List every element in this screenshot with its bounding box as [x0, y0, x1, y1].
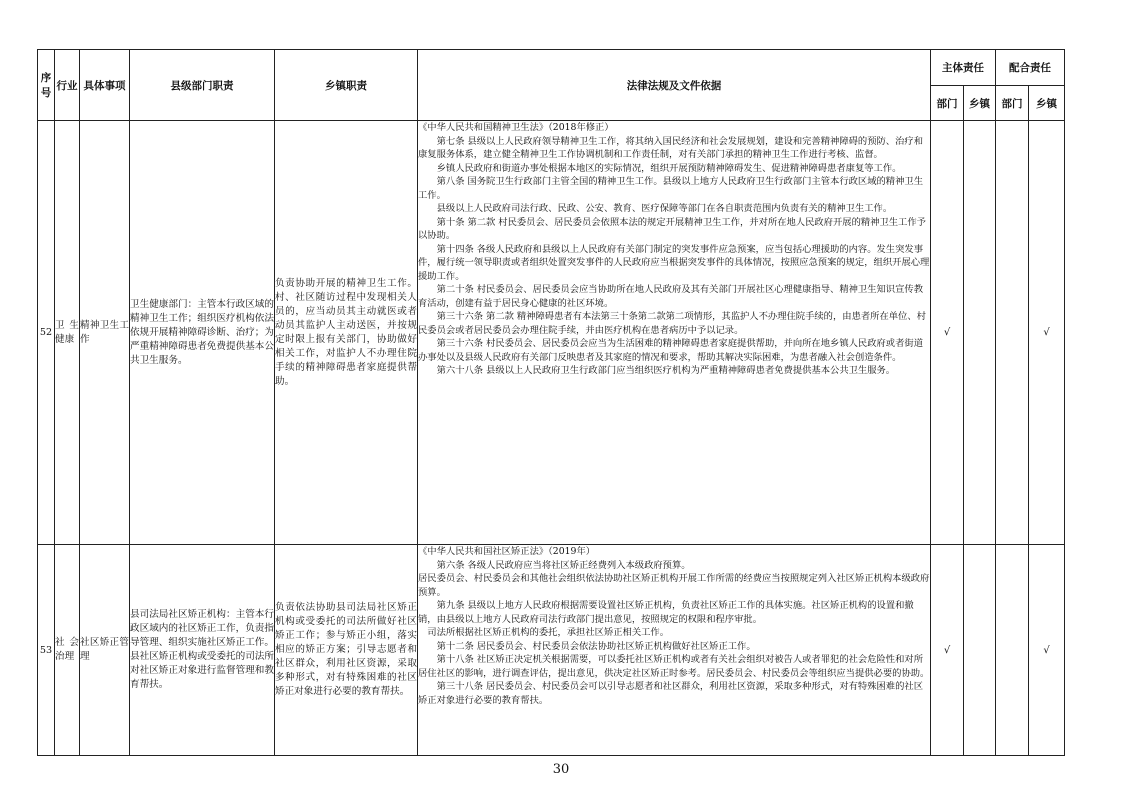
law-paragraph: 第九条 县级以上地方人民政府根据需要设置社区矫正机构，负责社区矫正工作的具体实施。社区矫正机构的设置和撤销，由县级以上地方人民政府司法行政部门提出意见，按照规定的权限和程序审批。 [418, 600, 914, 625]
header-item: 具体事项 [80, 50, 130, 121]
law-paragraph: 第十条 第二款 村民委员会、居民委员会依照本法的规定开展精神卫生工作，并对所在地人民政府开展的精神卫生工作予以协助。 [418, 216, 926, 241]
check-mark: √ [1029, 545, 1065, 756]
law-paragraph: 居民委员会、村民委员会和其他社会组织依法协助社区矫正机构开展工作所需的经费应当按照规定列入社区矫正机构本级政府预算。 [418, 573, 930, 598]
row-county-duty: 卫生健康部门：主管本行政区域的精神卫生工作；组织医疗机构依法依规开展精神障碍诊断、治疗；为严重精神障碍患者免费提供基本公共卫生服务。 [130, 121, 275, 545]
header-main-resp: 主体责任 [931, 50, 996, 86]
check-mark [964, 121, 996, 545]
row-town-duty: 负责协助开展的精神卫生工作。村、社区随访过程中发现相关人员的，应当动员其主动就医或者动员其监护人主动送医，并按规定时限上报有关部门，协助做好相关工作，对监护人不办理住院手续的精神障碍患者家庭提供帮助。 [275, 121, 418, 545]
row-seq: 52 [38, 121, 55, 545]
law-paragraph: 第七条 县级以上人民政府领导精神卫生工作，将其纳入国民经济和社会发展规划，建设和完善精神障碍的预防、治疗和康复服务体系，建立健全精神卫生工作协调机制和工作责任制，对有关部门承担的精神卫生工作进行考核、监督。 [418, 135, 923, 160]
header-coop-dept: 部门 [996, 86, 1029, 121]
law-paragraph: 第八条 国务院卫生行政部门主管全国的精神卫生工作。县级以上地方人民政府卫生行政部门主管本行政区域的精神卫生工作。 [418, 176, 923, 201]
check-mark [996, 545, 1029, 756]
law-paragraph: 第三十六条 村民委员会、居民委员会应当为生活困难的精神障碍患者家庭提供帮助，并向所在地乡镇人民政府或者街道办事处以及县级人民政府有关部门反映患者及其家庭的情况和要求，帮助其解决实际困难，为患者融入社会创造条件。 [418, 338, 923, 363]
check-mark: √ [1029, 121, 1065, 545]
responsibility-table [37, 49, 1065, 756]
law-title: 《中华人民共和国社区矫正法》（2019年） [418, 546, 596, 557]
check-mark: √ [931, 545, 964, 756]
header-county-duty: 县级部门职责 [130, 50, 275, 121]
check-mark [964, 545, 996, 756]
row-law [418, 545, 931, 756]
check-mark [996, 121, 1029, 545]
header-coop-town: 乡镇 [1029, 86, 1065, 121]
table-row [38, 121, 1065, 545]
law-paragraph: 第十二条 居民委员会、村民委员会依法协助社区矫正机构做好社区矫正工作。 [436, 640, 756, 652]
header-town-duty: 乡镇职责 [275, 50, 418, 121]
header-seq: 序号 [38, 50, 55, 121]
header-law: 法律法规及文件依据 [418, 50, 931, 121]
header-industry: 行业 [55, 50, 80, 121]
law-paragraph: 县级以上人民政府司法行政、民政、公安、教育、医疗保障等部门在各自职责范围内负责有关的精神卫生工作。 [436, 203, 893, 214]
header-main-town: 乡镇 [964, 86, 996, 121]
law-paragraph: 第三十八条 居民委员会、村民委员会可以引导志愿者和社区群众，利用社区资源，采取多种形式，对有特殊困难的社区矫正对象进行必要的教育帮扶。 [418, 681, 923, 706]
row-seq: 53 [38, 545, 55, 756]
table-row [38, 545, 1065, 756]
row-town-duty: 负责依法协助县司法局社区矫正机构或受委托的司法所做好社区矫正工作；参与矫正小组，落实相应的矫正方案；引导志愿者和社区群众，利用社区资源，采取多种形式，对有特殊困难的社区矫正对象进行必要的教育帮扶。 [275, 545, 418, 756]
law-paragraph: 第六条 各级人民政府应当将社区矫正经费列入本级政府预算。 [436, 559, 691, 571]
law-paragraph: 第十四条 各级人民政府和县级以上人民政府有关部门制定的突发事件应急预案，应当包括心理援助的内容。发生突发事件，履行统一领导职责或者组织处置突发事件的人民政府应当根据突发事件的具体情况，按照应急预案的规定，组织开展心理援助工作。 [418, 243, 930, 282]
row-county-duty: 县司法局社区矫正机构：主管本行政区域内的社区矫正工作，负责指导管理、组织实施社区矫正工作。县社区矫正机构或受委托的司法所对社区矫正对象进行监督管理和教育帮扶。 [130, 545, 275, 756]
law-paragraph: 司法所根据社区矫正机构的委托，承担社区矫正相关工作。 [427, 627, 670, 638]
page-number: 30 [552, 762, 570, 777]
row-item: 精神卫生工作 [80, 121, 130, 545]
row-item: 社区矫正管理 [80, 545, 130, 756]
header-coop-resp: 配合责任 [996, 50, 1065, 86]
row-law [418, 121, 931, 545]
law-paragraph: 第三十六条 第二款 精神障碍患者有本法第三十条第二款第二项情形，其监护人不办理住院手续的，由患者所在单位、村民委员会或者居民委员会办理住院手续，并由医疗机构在患者病历中予以记录。 [418, 311, 926, 336]
header-main-dept: 部门 [931, 86, 964, 121]
row-industry: 卫生健康 [55, 121, 80, 545]
law-paragraph: 第六十八条 县级以上人民政府卫生行政部门应当组织医疗机构为严重精神障碍患者免费提供基本公共卫生服务。 [436, 365, 896, 376]
check-mark: √ [931, 121, 964, 545]
law-paragraph: 第二十条 村民委员会、居民委员会应当协助所在地人民政府及其有关部门开展社区心理健康指导、精神卫生知识宣传教育活动，创建有益于居民身心健康的社区环境。 [418, 284, 923, 309]
row-industry: 社会治理 [55, 545, 80, 756]
law-title: 《中华人民共和国精神卫生法》（2018年修正） [418, 122, 614, 133]
law-paragraph: 第十八条 社区矫正决定机关根据需要，可以委托社区矫正机构或者有关社会组织对被告人或者罪犯的社会危险性和对所居住社区的影响，进行调查评估，提出意见，供决定社区矫正时参考。居民委员会、村民委员会等组织应当提供必要的协助。 [418, 654, 930, 679]
law-paragraph: 乡镇人民政府和街道办事处根据本地区的实际情况，组织开展预防精神障碍发生、促进精神障碍患者康复等工作。 [436, 162, 902, 174]
